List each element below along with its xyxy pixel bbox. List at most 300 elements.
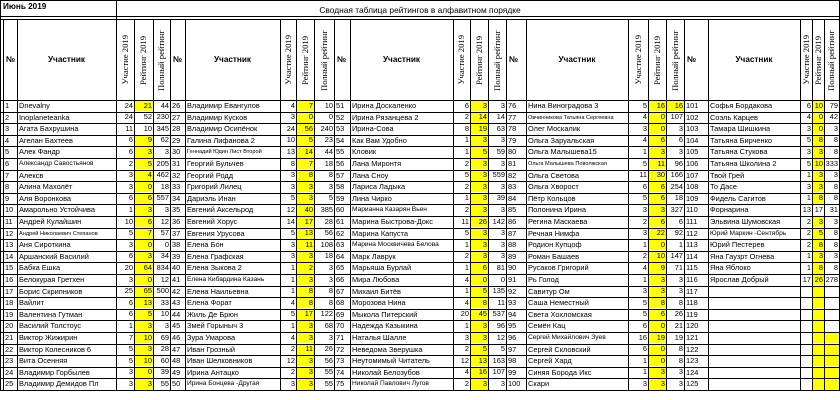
row-number: 34 [172, 193, 181, 203]
full-rating-cell: 3 [164, 205, 169, 214]
participant-name: Речная Нимфа [528, 228, 580, 238]
participant-name [709, 321, 799, 331]
rating-cell: 65 [135, 286, 153, 297]
participation-cell: 1 [290, 321, 295, 330]
full-rating-cell: 57 [160, 228, 169, 238]
participant-name: Марк Лаврук [352, 251, 396, 261]
rating-cell: 5 [135, 309, 153, 320]
full-rating-cell: 6 [678, 216, 683, 226]
participation-cell: 4 [464, 274, 469, 284]
participant-name [709, 333, 799, 343]
participation-cell: 1 [642, 239, 647, 249]
participation-cell: 6 [806, 100, 811, 110]
participation-cell: 11 [461, 216, 469, 226]
participation-cell: 2 [464, 205, 469, 214]
full-rating-cell: 8 [678, 344, 683, 354]
column-divider [470, 100, 471, 390]
participation-cell: 1 [464, 239, 469, 249]
participant-name: Полонина Ирина [528, 205, 586, 215]
row-number: 108 [686, 182, 699, 192]
row-number: 113 [686, 240, 698, 250]
row-number: 36 [172, 217, 181, 226]
participation-cell: 1 [806, 251, 811, 261]
participant-name [709, 368, 799, 378]
rating-cell: 10 [649, 251, 666, 262]
row-number: 29 [172, 135, 181, 145]
participant-name: Лина Чирко [352, 193, 392, 203]
participation-cell: 4 [290, 100, 295, 110]
full-rating-cell: 56 [324, 228, 333, 238]
participation-cell: 12 [286, 355, 295, 365]
row-number: 59 [336, 193, 345, 203]
participant-name: Лана Сноу [352, 170, 389, 180]
row-number: 98 [508, 356, 517, 366]
participant-name: Евгения Урусова [187, 228, 245, 238]
participant-name [709, 379, 799, 389]
rating-cell: 17 [297, 217, 314, 228]
full-rating-cell: 327 [670, 205, 683, 214]
rating-cell: 0 [135, 182, 153, 193]
participation-cell: 11 [125, 123, 133, 133]
row-number: 122 [686, 344, 699, 354]
participant-name: Борис Скрипников [19, 286, 83, 296]
participant-name: Света Хохломская [528, 309, 592, 319]
row-number: 44 [172, 309, 181, 319]
participation-cell: 2 [806, 216, 811, 226]
header-participation: Участие 2019 [632, 35, 643, 85]
participant-name: Олег Москалик [528, 124, 581, 134]
row-number: 60 [336, 205, 345, 215]
participation-cell: 8 [290, 158, 295, 168]
rating-cell: 8 [813, 263, 824, 274]
participant-name: Юрий Маркин -Сентябрь [710, 229, 787, 237]
participant-name: Форнарина [710, 205, 749, 215]
full-rating-cell: 8 [833, 228, 838, 238]
header-full-rating: Полный рейтинг [491, 29, 502, 91]
full-rating-cell: 68 [324, 321, 333, 330]
participation-cell [801, 333, 812, 344]
full-rating-cell: 3 [500, 135, 505, 145]
participant-name: Агата Бахрушина [19, 124, 79, 134]
row-number: 3 [5, 124, 10, 134]
full-rating-cell: 62 [160, 135, 169, 145]
rating-cell: 0 [649, 356, 666, 367]
row-number: 27 [172, 112, 181, 122]
header-participant: Участник [558, 55, 596, 64]
rating-cell: 56 [297, 124, 314, 135]
rating-cell: 0 [813, 112, 824, 123]
rating-cell: 3 [649, 379, 666, 390]
row-number: 12 [5, 228, 14, 238]
participation-cell: 3 [290, 112, 295, 122]
rating-cell: 3 [297, 182, 314, 193]
rating-cell: 3 [297, 251, 314, 262]
participant-name: Юрий Пестерев [710, 240, 765, 250]
full-rating-cell: 3 [328, 181, 333, 191]
participation-cell: 24 [124, 112, 133, 122]
participant-name: Евгений Аксельрод [187, 205, 254, 215]
participation-cell: 16 [638, 332, 647, 342]
participant-name: Аня Сироткина [19, 240, 71, 250]
rating-cell: 3 [649, 367, 666, 378]
participant-name: Ольга Хворост [528, 182, 579, 192]
title-left-divider [116, 0, 117, 19]
row-number: 101 [686, 101, 699, 110]
row-number: 52 [336, 112, 345, 122]
participant-name: Dnevalny [19, 101, 50, 110]
full-rating-cell: 3 [164, 147, 169, 156]
full-rating-cell: 278 [825, 274, 838, 284]
row-divider [0, 332, 840, 333]
participation-cell: 17 [802, 274, 811, 284]
participation-cell: 1 [128, 205, 133, 214]
participant-name: Ярослав Добрый [710, 275, 769, 284]
row-divider [0, 228, 840, 229]
full-rating-cell: 18 [324, 158, 333, 168]
row-divider [0, 320, 840, 321]
rating-cell: 3 [471, 101, 488, 112]
participation-cell: 6 [642, 181, 647, 191]
full-rating-cell: 3 [833, 170, 838, 180]
participation-cell: 3 [290, 181, 295, 191]
participation-cell: 5 [128, 344, 133, 354]
rating-cell: 22 [649, 228, 666, 239]
participant-name: Галина Лифанова 2 [187, 135, 255, 145]
participation-cell: 4 [642, 135, 647, 145]
full-rating-cell: 3 [164, 321, 169, 330]
participation-cell: 3 [290, 170, 295, 180]
rating-cell: 3 [471, 251, 488, 262]
column-divider [824, 100, 825, 390]
header-participant: Участник [735, 55, 773, 64]
rating-cell: 30 [649, 170, 666, 181]
full-rating-cell: 8 [833, 147, 838, 156]
full-rating-cell: 3 [678, 123, 683, 133]
rating-cell: 3 [471, 240, 488, 251]
participation-cell: 3 [290, 379, 295, 388]
rating-cell: 10 [814, 158, 823, 168]
full-rating-cell: 3 [500, 158, 505, 168]
participation-cell: 3 [128, 274, 133, 284]
participation-cell: 3 [128, 367, 133, 377]
full-rating-cell: 108 [320, 239, 333, 249]
participation-cell: 2 [464, 344, 469, 354]
row-number: 118 [686, 298, 698, 308]
participation-cell: 4 [464, 297, 469, 307]
participant-name: Виктор Жижирин [19, 333, 78, 342]
row-number: 94 [508, 309, 517, 319]
row-number: 86 [508, 217, 517, 226]
rating-cell: 3 [813, 182, 824, 193]
participation-cell: 14 [286, 216, 295, 226]
row-number: 8 [5, 182, 10, 192]
row-number: 15 [5, 263, 14, 273]
rating-cell: 0 [649, 124, 666, 135]
rating-cell: 40 [297, 205, 314, 216]
rating-cell: 3 [297, 379, 314, 390]
row-number: 97 [508, 344, 517, 354]
participation-cell: 20 [124, 263, 133, 272]
row-number: 2 [5, 112, 10, 122]
rating-cell: 3 [297, 356, 314, 367]
header-rating: Рейтинг 2019 [651, 35, 662, 85]
full-rating-cell: 240 [320, 123, 333, 133]
participation-cell: 5 [642, 100, 647, 110]
row-number: 116 [686, 275, 698, 284]
participant-name [709, 287, 799, 297]
row-number: 67 [336, 286, 345, 296]
participant-name: Елена Графская [187, 251, 244, 261]
full-rating-cell: 3 [500, 239, 505, 249]
full-rating-cell [825, 379, 839, 390]
full-rating-cell: 3 [833, 216, 838, 226]
participant-name: Евгений Хорус [187, 217, 238, 226]
rating-cell: 4 [135, 170, 153, 181]
participant-name: Ольга Малышева15 [528, 147, 597, 157]
row-divider [0, 286, 840, 287]
row-number: 46 [172, 333, 181, 342]
column-divider [666, 100, 667, 390]
full-rating-cell: 44 [324, 147, 333, 156]
rating-cell: 9 [649, 263, 666, 274]
rating-cell: 3 [297, 275, 314, 286]
row-divider [0, 193, 840, 194]
rating-cell: 5 [471, 147, 488, 158]
participation-cell: 11 [639, 170, 647, 180]
rating-cell: 8 [297, 170, 314, 181]
rating-cell: 16 [471, 367, 488, 378]
rating-cell: 11 [649, 159, 666, 170]
participation-cell: 5 [464, 228, 469, 238]
participation-cell: 5 [642, 193, 647, 203]
row-number: 90 [508, 263, 517, 273]
full-rating-cell: 11 [497, 297, 505, 307]
participant-name [709, 345, 799, 355]
header-participant: Участник [213, 55, 252, 64]
participant-name: Николай Белозубов [352, 367, 420, 377]
participant-name: Елена Бон [187, 240, 224, 250]
row-number: 6 [5, 159, 10, 168]
full-rating-cell: 3 [678, 367, 683, 377]
row-number: 45 [172, 321, 181, 331]
row-number: 5 [5, 147, 10, 157]
row-number: 82 [508, 170, 517, 180]
title-divider [0, 16, 840, 17]
participation-cell: 7 [128, 332, 133, 342]
participation-cell [801, 321, 812, 332]
rating-cell: 3 [471, 321, 488, 332]
rating-cell: 26 [814, 274, 823, 284]
participation-cell: 3 [290, 251, 295, 261]
row-divider [0, 170, 840, 171]
row-number: 25 [5, 379, 14, 389]
rating-cell: 17 [814, 205, 823, 214]
rating-cell: 6 [649, 193, 666, 204]
row-number: 110 [686, 205, 698, 215]
participation-cell: 3 [128, 379, 133, 388]
full-rating-cell: 254 [670, 181, 683, 191]
full-rating-cell [825, 344, 839, 355]
rating-cell: 5 [471, 344, 488, 355]
rating-cell: 3 [649, 205, 666, 216]
row-number: 33 [172, 182, 181, 192]
rating-cell: 5 [297, 135, 314, 146]
column-divider [628, 100, 629, 390]
row-divider [0, 274, 840, 275]
row-divider [0, 251, 840, 252]
participant-name: Татьяна Школина 2 [710, 159, 777, 168]
row-number: 95 [508, 321, 517, 331]
participation-cell: 13 [286, 147, 295, 156]
full-rating-cell: 8 [833, 263, 838, 272]
participation-cell: 2 [464, 158, 469, 168]
participation-cell: 1 [290, 274, 295, 284]
row-number: 13 [5, 240, 14, 250]
header-participation: Участие 2019 [456, 35, 467, 85]
participant-name: Николай Павлович Лугов [352, 380, 429, 388]
full-rating-cell: 18 [674, 193, 683, 203]
row-number: 96 [508, 333, 517, 342]
participation-cell: 4 [290, 332, 295, 342]
participant-name: Нина Виноградова 3 [528, 101, 599, 110]
rating-cell: 3 [813, 217, 824, 228]
column-divider [488, 100, 489, 390]
participant-name: Савитур Ом [528, 286, 570, 296]
full-rating-cell: 3 [500, 228, 505, 238]
participation-cell: 2 [464, 112, 469, 122]
participation-cell: 3 [642, 379, 647, 388]
participant-name: Овчинникова Татьяна Сергеевна [528, 114, 614, 121]
participation-cell: 2 [464, 379, 469, 388]
row-number: 62 [336, 228, 345, 238]
column-divider [296, 100, 297, 390]
row-number: 111 [686, 217, 698, 226]
row-number: 56 [336, 159, 345, 168]
participant-name: Зура Умарова [187, 333, 236, 342]
participant-name: Пётр Кольцов [528, 193, 576, 203]
full-rating-cell: 3 [328, 263, 333, 272]
participation-cell: 1 [806, 263, 811, 272]
row-number: 23 [5, 356, 14, 366]
rating-cell: 13 [471, 356, 488, 367]
full-rating-cell: 44 [160, 100, 169, 110]
participation-cell: 3 [290, 239, 295, 249]
header-full-rating: Полный рейтинг [826, 29, 837, 91]
participant-name: Татьяна Стукова [710, 147, 768, 157]
row-number: 99 [508, 367, 517, 377]
full-rating-cell: 8 [833, 239, 838, 249]
rating-cell: 0 [135, 240, 153, 251]
full-rating-cell: 107 [492, 367, 505, 377]
participant-name: Синяя Борода Икс [528, 367, 592, 377]
full-rating-cell: 14 [496, 112, 505, 122]
participation-cell: 3 [806, 181, 811, 191]
row-number: 32 [172, 170, 181, 180]
participation-cell [801, 356, 812, 367]
row-number: 81 [508, 159, 517, 168]
row-number: 55 [336, 147, 345, 157]
header-full-rating: Полный рейтинг [156, 29, 167, 91]
rating-cell: 3 [471, 182, 488, 193]
full-rating-cell: 63 [496, 123, 505, 133]
participation-cell: 1 [642, 147, 647, 156]
row-number: 10 [5, 205, 14, 215]
top-border [0, 0, 840, 1]
rating-cell: 8 [813, 135, 824, 146]
row-number: 93 [508, 298, 517, 308]
row-number: 105 [686, 147, 699, 157]
participation-cell: 5 [290, 193, 295, 203]
rating-cell: 13 [135, 298, 153, 309]
row-number: 92 [508, 286, 517, 296]
participant-name: Григорий Лилец [187, 182, 242, 192]
row-number: 19 [5, 309, 14, 319]
row-number: 73 [336, 356, 345, 366]
header-full-rating: Полный рейтинг [669, 29, 680, 91]
full-rating-cell: 142 [492, 216, 505, 226]
participation-cell: 6 [128, 193, 133, 203]
row-number: 121 [686, 333, 699, 342]
participant-name: Софья Бордакова [710, 101, 773, 110]
row-divider [0, 297, 840, 298]
participant-name: Сергей Скловский [528, 344, 591, 354]
full-rating-cell: 557 [156, 193, 169, 203]
rating-cell: 3 [649, 147, 666, 158]
participant-name: Мыкола Питерский [352, 309, 418, 319]
header-rating: Рейтинг 2019 [299, 35, 310, 85]
rating-cell: 7 [135, 228, 153, 239]
rating-cell: 3 [649, 286, 666, 297]
row-number: 79 [508, 135, 517, 145]
row-number: 61 [336, 217, 345, 226]
rating-cell: 7 [297, 159, 314, 170]
participant-name: Алина Махолёт [19, 182, 73, 192]
full-rating-cell: 8 [833, 135, 838, 145]
participant-name: Елена Кибардина Казань [187, 276, 265, 283]
row-number: 83 [508, 182, 517, 192]
participation-cell [801, 367, 812, 378]
rating-cell: 0 [135, 275, 153, 286]
row-number: 74 [336, 367, 345, 377]
row-number: 89 [508, 251, 517, 261]
rating-cell [813, 321, 824, 332]
participation-cell: 6 [128, 135, 133, 145]
full-rating-cell: 230 [156, 112, 169, 122]
participation-cell: 5 [642, 297, 647, 307]
full-rating-cell: 5 [328, 193, 333, 203]
participant-name: Яна Яблоко [710, 263, 751, 273]
full-rating-cell: 3 [678, 147, 683, 156]
row-number: 63 [336, 240, 345, 250]
participation-cell [801, 309, 812, 320]
participant-name: Марина Быстрова-Докс [352, 217, 433, 226]
participant-name: Семён Кац [528, 321, 566, 331]
participation-cell: 20 [460, 309, 469, 319]
participant-name: Яна Гаузрт Огнева [710, 251, 775, 261]
participant-name: Мира Любова [352, 275, 400, 284]
full-rating-cell: 96 [674, 158, 683, 168]
row-number: 39 [172, 251, 181, 261]
row-number: 42 [172, 286, 181, 296]
row-number: 40 [172, 263, 181, 273]
row-number: 37 [172, 228, 181, 238]
participant-name: Ольга Заруальская [528, 135, 595, 145]
participation-cell: 2 [290, 367, 295, 377]
row-number: 75 [336, 379, 345, 389]
row-divider [0, 367, 840, 368]
row-number: 49 [172, 367, 181, 377]
participation-cell: 3 [806, 123, 811, 133]
